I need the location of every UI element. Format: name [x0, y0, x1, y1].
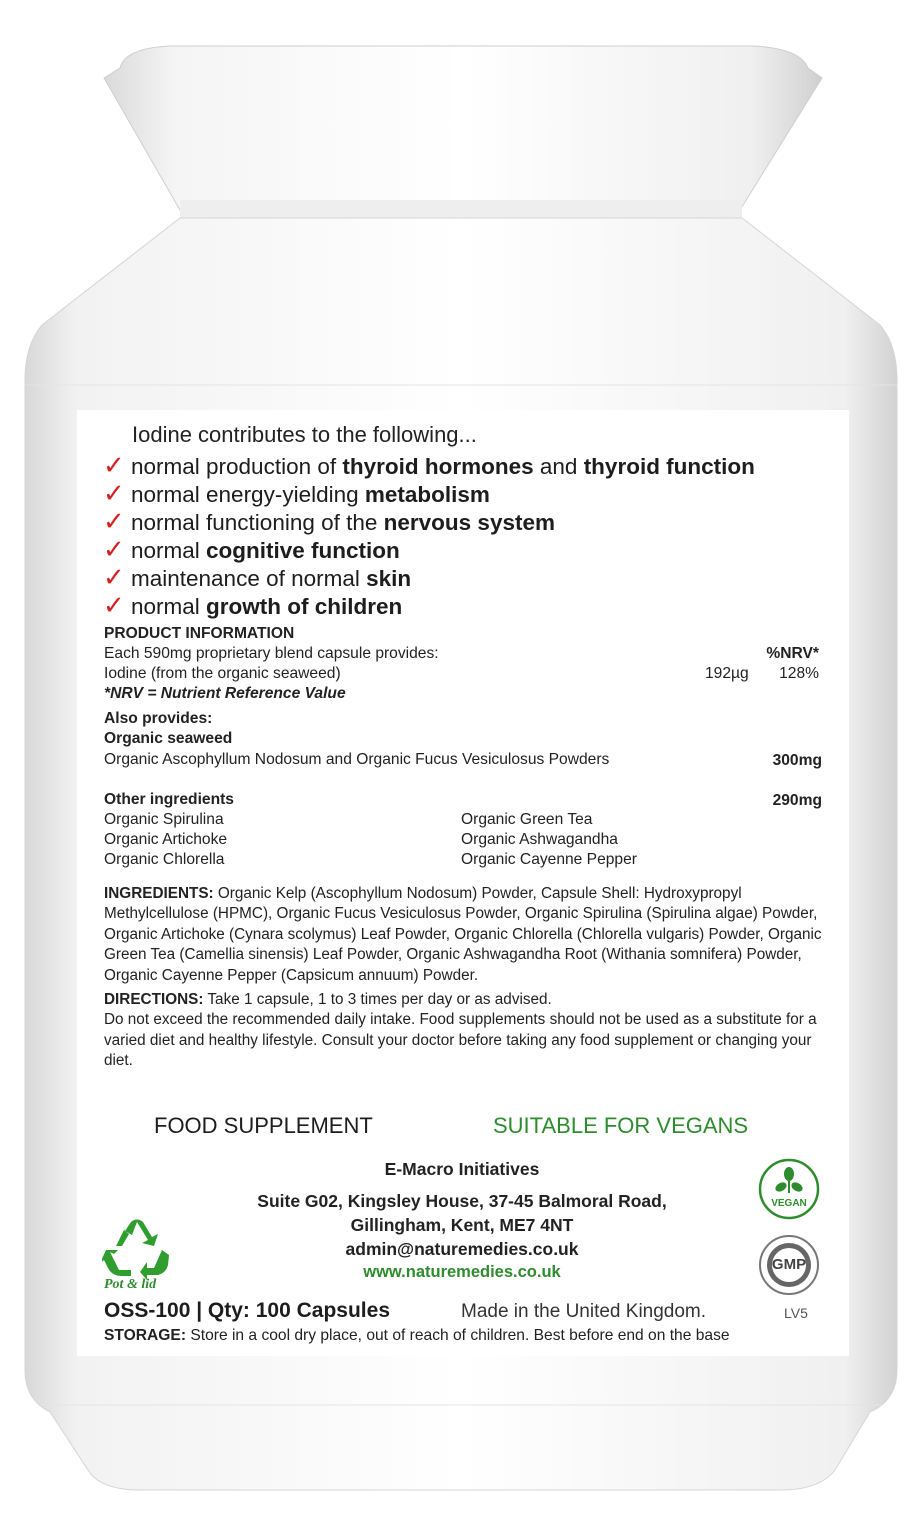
nrv-note: *NRV = Nutrient Reference Value [104, 685, 346, 702]
vegan-badge [758, 1158, 820, 1220]
food-supplement-text: FOOD SUPPLEMENT [154, 1113, 373, 1138]
nrv-header: %NRV* [766, 645, 819, 662]
company-name: E-Macro Initiatives [384, 1159, 540, 1179]
product-code: OSS-100 | Qty: 100 Capsules [104, 1299, 391, 1322]
ingredients-block: INGREDIENTS: Organic Kelp (Ascophyllum Nodosum) Powder, Capsule Shell: Hydroxypropyl Methylcellulose (HPMC), Organic Fucus Vesiculosus Powder, Organic Spirulina (Spirulina algae) Powder, Organic Artichoke (Cynara scolymus) Leaf Powder, Organic Chlorella (Chlorella vulgaris) Powder, Organic Green Tea (Camellia sinensis) Leaf Powder, Organic Ashwagandha Root (Withania somnifera) Powder, Organic Cayenne Pepper (Capsicum annuum) Powder. [104, 885, 822, 984]
vegans-text: SUITABLE FOR VEGANS [493, 1113, 749, 1138]
directions-warning: Do not exceed the recommended daily intake. Food supplements should not be used as a substitute for a varied diet and healthy lifestyle. Consult your doctor before taking any food supplement or changing your diet. [104, 1011, 817, 1070]
other-item: Organic Chlorella [104, 851, 225, 868]
other-amount: 290mg [772, 792, 822, 809]
iodine-nrv: 128% [779, 665, 819, 682]
iodine-amount: 192µg [705, 665, 749, 682]
intro-text: Iodine contributes to the following... [132, 422, 477, 447]
also-line: Organic Ascophyllum Nodosum and Organic Fucus Vesiculosus Powders [104, 751, 610, 768]
recycle-icon [102, 1218, 172, 1280]
other-item: Organic Green Tea [461, 811, 593, 828]
claim-line: ✓ normal cognitive function [103, 534, 400, 564]
claim-line: ✓ maintenance of normal skin [103, 562, 412, 592]
check-icon: ✓ [103, 506, 125, 536]
product-label [77, 410, 849, 1356]
made-in: Made in the United Kingdom. [461, 1301, 707, 1322]
other-item: Organic Cayenne Pepper [461, 851, 637, 868]
product-info-heading: PRODUCT INFORMATION [104, 625, 295, 642]
directions-block: DIRECTIONS: Take 1 capsule, 1 to 3 times per day or as advised. Do not exceed the recommended daily intake. Food supplements should not be used as a substitute for a varied diet and healthy lifestyle. Consult your doctor before taking any food supplement or changing your diet. [104, 991, 817, 1070]
check-icon: ✓ [103, 562, 125, 592]
other-item: Organic Ashwagandha [461, 831, 618, 848]
other-item: Organic Artichoke [104, 831, 228, 848]
claim-line: ✓ normal functioning of the nervous system [103, 506, 555, 536]
company-email: admin@naturemedies.co.uk [345, 1239, 579, 1259]
recycle-caption: Pot & lid [104, 1277, 157, 1292]
iodine-label: Iodine (from the organic seaweed) [104, 665, 341, 682]
vegan-badge-text: VEGAN [771, 1198, 807, 1209]
also-amount: 300mg [772, 752, 822, 769]
version: LV5 [784, 1305, 808, 1321]
check-icon: ✓ [103, 478, 125, 508]
gmp-seal-icon [758, 1234, 820, 1296]
check-icon: ✓ [103, 590, 125, 620]
capsule-line: Each 590mg proprietary blend capsule provides: [104, 645, 439, 662]
also-sub: Organic seaweed [104, 730, 233, 747]
other-heading: Other ingredients [104, 791, 234, 808]
company-address-1: Suite G02, Kingsley House, 37-45 Balmoral Road, [257, 1191, 667, 1211]
other-item: Organic Spirulina [104, 811, 224, 828]
gmp-badge-text: GMP [771, 1256, 807, 1273]
check-icon: ✓ [103, 450, 125, 480]
storage-text: STORAGE: Store in a cool dry place, out of reach of children. Best before end on the base [104, 1327, 730, 1344]
company-address-2: Gillingham, Kent, ME7 4NT [350, 1215, 574, 1235]
bottle-cap [104, 46, 822, 210]
claim-line: ✓ normal energy-yielding metabolism [103, 478, 490, 508]
claim-line: ✓ normal production of thyroid hormones and thyroid function [103, 450, 755, 480]
also-heading: Also provides: [104, 710, 213, 727]
company-website: www.naturemedies.co.uk [363, 1263, 561, 1281]
claim-line: ✓ normal growth of children [103, 590, 403, 620]
check-icon: ✓ [103, 534, 125, 564]
